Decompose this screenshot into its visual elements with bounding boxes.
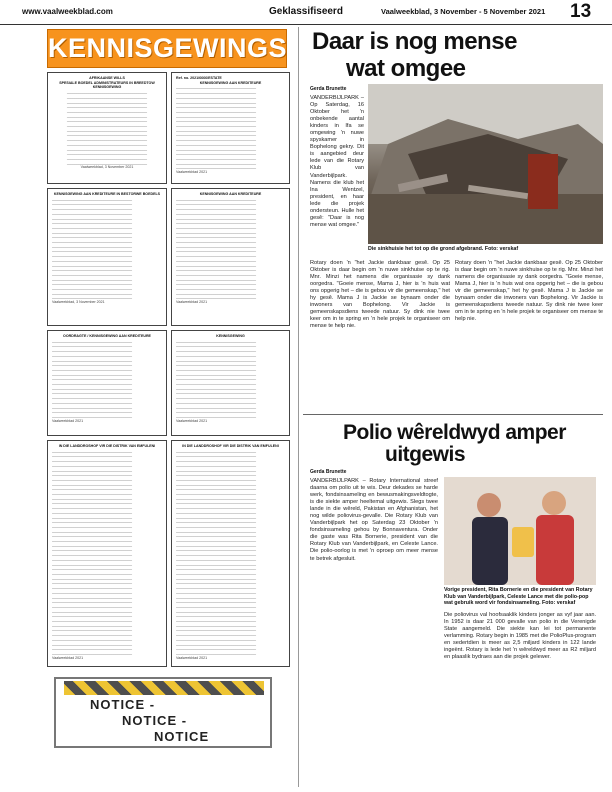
notice-filler: ________________________________________ (52, 357, 132, 362)
notice-filler: ________________________________________ (52, 641, 132, 646)
notice-filler: ________________________________________ (52, 608, 132, 613)
notice-filler: ________________________________________ (52, 234, 132, 239)
notice-filler: ________________________________________ (52, 290, 132, 295)
notice-filler: ________________________________________ (52, 627, 132, 632)
section-title: Geklassifiseerd (269, 6, 343, 17)
notice-filler: ________________________________________ (176, 224, 256, 229)
notice-filler: ________________________________________ (176, 594, 256, 599)
notice-filler: ________________________________________ (67, 155, 147, 160)
notice-title: KENNISGEWING (92, 85, 122, 90)
notice-filler: ________________________________________ (176, 123, 256, 128)
notice-filler: ________________________________________ (176, 486, 256, 491)
notice-ref: Ref. no. 2021/6666/ESTATE (176, 76, 222, 80)
notice-filler: ________________________________________ (176, 453, 256, 458)
notice-filler: ________________________________________ (52, 505, 132, 510)
notice-filler: ________________________________________ (176, 646, 256, 651)
notice-sign-line-3: NOTICE (154, 729, 210, 744)
story1-text-3: Rotary doen 'n "het Jackie dankbaar gesê. Op 25 Oktober is daar begin om 'n nuwe sinkhuise op te rig. Mnr. Minzi het namens die organisasie sy dank oorgedra. "Goeie mense, Mama J, hier is 'n huis wat ons opgerig het – die is gebou vir die gemeenskap," het hy gesê. Mama J is Jackie se bynaam onder die inwoners van Bophelong. Vir Jackie is gemeenskapsdiens tweede natuur. Sy dink nie twee keer om in te spring en 'n hele projek te organiseer om mense te help nie. (455, 260, 603, 323)
notice-filler: ________________________________________ (176, 509, 256, 514)
notice-filler: ________________________________________ (176, 462, 256, 467)
notice-filler: ________________________________________ (176, 618, 256, 623)
notice-filler: ________________________________________ (52, 476, 132, 481)
notice-filler: ________________________________________ (52, 352, 132, 357)
notice-filler: ________________________________________ (52, 570, 132, 575)
notice-filler: ________________________________________ (52, 253, 132, 258)
notice-filler: ________________________________________ (52, 276, 132, 281)
notice-title: KENNISGEWING AAN KREDITEURE (199, 192, 262, 196)
notice-footer: Vaalweekblad 2021 (176, 418, 208, 423)
notice-filler: ________________________________________ (176, 622, 256, 627)
notice-filler: ________________________________________ (176, 552, 256, 557)
notice-filler: ________________________________________ (52, 239, 132, 244)
notice-filler: ________________________________________ (52, 201, 132, 206)
notice-filler: ________________________________________ (176, 371, 256, 376)
notice-filler: ________________________________________ (67, 160, 147, 165)
notice-subheading: SPESIALE BOEDEL ADMINISTRATEURS IN BREEDTOW (59, 80, 155, 85)
notice-filler: ________________________________________ (176, 127, 256, 132)
notice-sign-line-2: NOTICE - (122, 713, 188, 728)
two-women-illustration (444, 477, 596, 585)
notice-filler: ________________________________________ (176, 271, 256, 276)
notice-filler: ________________________________________ (52, 589, 132, 594)
notice-filler: ________________________________________ (52, 528, 132, 533)
notice-filler: ________________________________________ (52, 472, 132, 477)
notice-filler: ________________________________________ (52, 281, 132, 286)
notice-filler: ________________________________________ (176, 352, 256, 357)
notice-filler: ________________________________________ (52, 538, 132, 543)
notice-filler: ________________________________________ (52, 362, 132, 367)
story2-column-2 (444, 612, 596, 788)
polio-photo (444, 477, 596, 585)
page-number: 13 (570, 1, 592, 22)
notice-filler: ________________________________________ (176, 357, 256, 362)
notice-filler: ________________________________________ (67, 108, 147, 113)
notice-filler: ________________________________________ (52, 295, 132, 300)
notice-heading: AFRIKAANSE WILLS (89, 76, 125, 80)
notice-filler: ________________________________________ (52, 413, 132, 418)
notice-filler: ________________________________________ (176, 90, 256, 95)
warning-tape-icon (64, 681, 264, 695)
banner-title: KENNISGEWINGS (48, 33, 288, 63)
notice-filler: ________________________________________ (52, 404, 132, 409)
notice-filler: ________________________________________ (176, 338, 256, 343)
notice-filler: ________________________________________ (52, 622, 132, 627)
notice-filler: ________________________________________ (176, 201, 256, 206)
notice-footer: Vaalweekblad 2021 (176, 300, 208, 305)
notice-filler: ________________________________________ (176, 650, 256, 655)
notice-filler: ________________________________________ (176, 495, 256, 500)
story1-column-3 (455, 260, 603, 410)
notice-filler: ________________________________________ (176, 636, 256, 641)
notices-grid (47, 72, 290, 667)
notice-footer: Vaalweekblad 2021 (176, 170, 208, 175)
notice-filler: ________________________________________ (52, 552, 132, 557)
notice-filler: ________________________________________ (52, 371, 132, 376)
notice-filler: ________________________________________ (52, 481, 132, 486)
notice-filler: ________________________________________ (176, 206, 256, 211)
notice-filler: ________________________________________ (176, 141, 256, 146)
notice-filler: ________________________________________ (52, 229, 132, 234)
notice-filler: ________________________________________ (176, 262, 256, 267)
notice-filler: ________________________________________ (52, 561, 132, 566)
notice-filler: ________________________________________ (176, 599, 256, 604)
notice-filler: ________________________________________ (176, 547, 256, 552)
notice-filler: ________________________________________ (52, 566, 132, 571)
notice-filler: ________________________________________ (176, 348, 256, 353)
notice-filler: ________________________________________ (176, 215, 256, 220)
story2-text-2: Die poliovirus val hoofsaaklik kinders jonger as vyf jaar aan. In 1952 is daar 21 000 gevalle van polio in die Verenigde State aangemeld. Die siekte kan lei tot permanente verlamming. Rotary begin in 1985 met die PolioPlus-program en sedertdien is meer as 2,5 miljard kinders in 122 lande ingeënt. Rotary is lede het 'n wêreldwyd meer as R2 miljard en plaaslik bydraes aan die projek gelewer. (444, 612, 596, 661)
notice-filler: ________________________________________ (176, 613, 256, 618)
notice-filler: ________________________________________ (52, 220, 132, 225)
notice-filler: ________________________________________ (52, 248, 132, 253)
notice-box-8 (171, 440, 290, 667)
notice-filler: ________________________________________ (52, 215, 132, 220)
notice-footer: Vaalweekblad, 3 November 2021 (80, 165, 134, 170)
notice-filler: ________________________________________ (52, 533, 132, 538)
notice-filler: ________________________________________ (176, 137, 256, 142)
notice-filler: ________________________________________ (67, 141, 147, 146)
notice-filler: ________________________________________ (176, 99, 256, 104)
notice-filler: ________________________________________ (176, 627, 256, 632)
notice-filler: ________________________________________ (52, 575, 132, 580)
site-url[interactable]: www.vaalweekblad.com (22, 7, 113, 16)
notice-filler: ________________________________________ (176, 196, 256, 201)
notice-filler: ________________________________________ (67, 118, 147, 123)
notice-filler: ________________________________________ (52, 206, 132, 211)
column-divider (298, 27, 299, 787)
notice-filler: ________________________________________ (176, 113, 256, 118)
notice-filler: ________________________________________ (176, 108, 256, 113)
notice-filler: ________________________________________ (52, 338, 132, 343)
notice-filler: ________________________________________ (67, 123, 147, 128)
notice-filler: ________________________________________ (67, 127, 147, 132)
notice-filler: ________________________________________ (176, 519, 256, 524)
notice-filler: ________________________________________ (176, 104, 256, 109)
notice-filler: ________________________________________ (176, 575, 256, 580)
notice-filler: ________________________________________ (52, 500, 132, 505)
notice-filler: ________________________________________ (176, 243, 256, 248)
notice-box-4 (171, 188, 290, 326)
notice-filler: ________________________________________ (176, 399, 256, 404)
notice-filler: ________________________________________ (67, 113, 147, 118)
notice-filler: ________________________________________ (176, 229, 256, 234)
notice-filler: ________________________________________ (52, 618, 132, 623)
notice-filler: ________________________________________ (52, 636, 132, 641)
notice-filler: ________________________________________ (176, 390, 256, 395)
notice-filler: ________________________________________ (176, 542, 256, 547)
story1-byline: Gerda Brunette (310, 86, 347, 92)
notice-filler: ________________________________________ (176, 395, 256, 400)
story2-text-1: VANDERBIJLPARK – Rotary International streef daarna om polio uit te wis. Deur dekades se harde werk, fondsinsameling en bewusmakingsveldtogte, is die siekte amper heeltemal uitgewis. Slegs twee lande in die wêreld, Pakistan en Afghanistan, het nog wilde poliovirus-gevalle. Die Rotary Klub van Vanderbijlpark het op Saterdag 23 Oktober 'n fondsinsameling gehou by Bonnaventura. Onder die gaste was Rita Bornerie, president van die Rotary Klub van Vanderbijlpark, en Celeste Lance. Die polio-oorlog is met 'n oproep om meer mense te betrek afgesluit. (310, 478, 438, 562)
story1-column-2 (310, 260, 450, 410)
notice-filler: ________________________________________ (176, 257, 256, 262)
notice-filler: ________________________________________ (176, 267, 256, 272)
story1-text-1: VANDERBIJLPARK – Op Saterdag, 16 Oktober het 'n onbekende aantal kinders in Ifa se omgewing 'n nuwe spyskamer in Bophelong gekry. Dit is aangebied deur lede van die Rotary Klub van Vanderbijlpark. Namens die klub het Ina Wentzel, president, en haar lede die projek ondersteun. Hulle het gesê: "Daar is nog mense wat omgee." (310, 95, 364, 228)
notice-filler: ________________________________________ (52, 556, 132, 561)
notice-filler: ________________________________________ (52, 343, 132, 348)
notice-filler: ________________________________________ (176, 295, 256, 300)
story2-column-1 (310, 478, 438, 788)
notice-filler: ________________________________________ (176, 500, 256, 505)
page-header (0, 0, 612, 25)
notice-filler: ________________________________________ (176, 165, 256, 170)
notice-filler: ________________________________________ (176, 239, 256, 244)
notice-filler: ________________________________________ (176, 632, 256, 637)
notice-filler: ________________________________________ (176, 281, 256, 286)
notice-filler: ________________________________________ (52, 348, 132, 353)
notice-filler: ________________________________________ (176, 253, 256, 258)
notice-filler: ________________________________________ (52, 467, 132, 472)
burnt-shack-illustration (368, 84, 603, 244)
notice-filler: ________________________________________ (52, 594, 132, 599)
notice-filler: ________________________________________ (52, 486, 132, 491)
notice-filler: ________________________________________ (176, 155, 256, 160)
notice-filler: ________________________________________ (176, 362, 256, 367)
notice-filler: ________________________________________ (52, 257, 132, 262)
notice-filler: ________________________________________ (52, 262, 132, 267)
notice-filler: ________________________________________ (176, 413, 256, 418)
notice-filler: ________________________________________ (52, 547, 132, 552)
notice-filler: ________________________________________ (176, 118, 256, 123)
notice-filler: ________________________________________ (176, 523, 256, 528)
kennisgewings-banner (47, 29, 287, 68)
notice-filler: ________________________________________ (67, 146, 147, 151)
story1-headline-2: wat omgee (346, 55, 466, 82)
notice-filler: ________________________________________ (52, 580, 132, 585)
notice-filler: ________________________________________ (52, 519, 132, 524)
notice-filler: ________________________________________ (176, 286, 256, 291)
notice-filler: ________________________________________ (176, 467, 256, 472)
notice-filler: ________________________________________ (176, 514, 256, 519)
notice-filler: ________________________________________ (176, 366, 256, 371)
notice-filler: ________________________________________ (176, 276, 256, 281)
story2-caption: Vorige president, Rita Bornerie en die president van Rotary Klub van Vanderbijlpark, Celeste Lance met die polio-pop wat gebruik word vir fondsinsameling. Foto: verskaf (444, 587, 593, 607)
notice-filler: ________________________________________ (176, 585, 256, 590)
notice-filler: ________________________________________ (176, 641, 256, 646)
notice-title: IN DIE LANDDROSHOF VIR DIE DISTRIK VAN EMFULENI (58, 444, 156, 448)
notice-filler: ________________________________________ (176, 505, 256, 510)
notice-filler: ________________________________________ (52, 210, 132, 215)
notice-footer: Vaalweekblad 2021 (176, 655, 208, 660)
notice-box-1 (47, 72, 167, 184)
notice-filler: ________________________________________ (67, 104, 147, 109)
notice-filler: ________________________________________ (52, 491, 132, 496)
notice-filler: ________________________________________ (176, 580, 256, 585)
notice-filler: ________________________________________ (52, 243, 132, 248)
notice-title: IN DIE LANDDROSHOF VIR DIE DISTRIK VAN EMFULENI (182, 444, 279, 448)
notice-filler: ________________________________________ (52, 458, 132, 463)
fire-photo (368, 84, 603, 244)
notice-filler: ________________________________________ (52, 462, 132, 467)
notice-box-2 (171, 72, 290, 184)
notice-filler: ________________________________________ (176, 476, 256, 481)
story1-text-2: Rotary doen 'n "het Jackie dankbaar gesê. Op 25 Oktober is daar begin om 'n nuwe sinkhuise op te rig. Mnr. Minzi het namens die organisasie sy dank oorgedra. "Goeie mense, Mama J, hier is 'n huis wat ons opgerig het – die is gebou vir die gemeenskap," het hy gesê. Mama J is Jackie se bynaam onder die inwoners van Bophelong. Vir Jackie is gemeenskapsdiens tweede natuur. Sy dink nie twee keer om in te spring en 'n hele projek te organiseer om mense te help nie. (310, 260, 450, 330)
notice-filler: ________________________________________ (176, 343, 256, 348)
notice-filler: ________________________________________ (52, 509, 132, 514)
notice-filler: ________________________________________ (52, 495, 132, 500)
notice-filler: ________________________________________ (52, 376, 132, 381)
story1-headline-1: Daar is nog mense (312, 28, 517, 55)
notice-filler: ________________________________________ (176, 146, 256, 151)
notice-filler: ________________________________________ (52, 632, 132, 637)
notice-title: KENNISGEWING AAN KREDITEURE IN BESTORWE BOEDELS (53, 192, 161, 196)
notice-filler: ________________________________________ (176, 381, 256, 386)
notice-filler: ________________________________________ (52, 603, 132, 608)
story1-caption: Die sinkhuisie het tot op die grond afgebrand. Foto: verskaf (368, 246, 519, 252)
notice-filler: ________________________________________ (67, 90, 147, 95)
notice-filler: ________________________________________ (176, 566, 256, 571)
notice-filler: ________________________________________ (176, 248, 256, 253)
notice-filler: ________________________________________ (52, 409, 132, 414)
notice-filler: ________________________________________ (176, 151, 256, 156)
notice-box-6 (171, 330, 290, 436)
notice-filler: ________________________________________ (176, 556, 256, 561)
notice-filler: ________________________________________ (52, 399, 132, 404)
notice-filler: ________________________________________ (176, 404, 256, 409)
notice-filler: ________________________________________ (176, 608, 256, 613)
notice-filler: ________________________________________ (176, 376, 256, 381)
notice-filler: ________________________________________ (176, 290, 256, 295)
notice-filler: ________________________________________ (176, 160, 256, 165)
notice-box-3 (47, 188, 167, 326)
story-divider (303, 414, 603, 415)
notice-filler: ________________________________________ (67, 99, 147, 104)
notice-filler: ________________________________________ (52, 599, 132, 604)
notice-filler: ________________________________________ (176, 538, 256, 543)
notice-filler: ________________________________________ (176, 481, 256, 486)
notice-footer: Vaalweekblad 2021 (52, 655, 84, 660)
notice-filler: ________________________________________ (176, 220, 256, 225)
notice-filler: ________________________________________ (52, 385, 132, 390)
notice-filler: ________________________________________ (176, 234, 256, 239)
notice-sign (54, 677, 272, 748)
notice-filler: ________________________________________ (52, 381, 132, 386)
notice-filler: ________________________________________ (176, 448, 256, 453)
notice-filler: ________________________________________ (52, 542, 132, 547)
notice-filler: ________________________________________ (52, 196, 132, 201)
notice-filler: ________________________________________ (176, 528, 256, 533)
notice-filler: ________________________________________ (52, 267, 132, 272)
notice-title: KENNISGEWING (216, 334, 245, 338)
notice-filler: ________________________________________ (176, 561, 256, 566)
notice-filler: ________________________________________ (176, 132, 256, 137)
notice-filler: ________________________________________ (52, 514, 132, 519)
notice-filler: ________________________________________ (52, 448, 132, 453)
notice-filler: ________________________________________ (176, 458, 256, 463)
story2-headline-1: Polio wêreldwyd amper (343, 421, 566, 444)
notice-filler: ________________________________________ (52, 585, 132, 590)
notice-filler: ________________________________________ (176, 94, 256, 99)
notice-filler: ________________________________________ (176, 409, 256, 414)
notice-filler: ________________________________________ (52, 650, 132, 655)
notice-filler: ________________________________________ (52, 613, 132, 618)
notice-box-7 (47, 440, 167, 667)
notice-title: KENNISGEWING AAN KREDITEURE (199, 80, 262, 85)
notice-footer: Vaalweekblad, 3 November 2021 (52, 300, 105, 305)
notice-title: OORDRAGTE / KENNISGEWING AAN KREDITEURE (63, 334, 151, 338)
notice-filler: ________________________________________ (52, 271, 132, 276)
notice-sign-line-1: NOTICE - (90, 697, 156, 712)
notice-filler: ________________________________________ (176, 85, 256, 90)
notice-filler: ________________________________________ (176, 533, 256, 538)
notice-filler: ________________________________________ (67, 151, 147, 156)
notice-filler: ________________________________________ (52, 646, 132, 651)
notice-filler: ________________________________________ (176, 472, 256, 477)
notice-filler: ________________________________________ (52, 286, 132, 291)
story2-headline-2: uitgewis (385, 443, 466, 466)
notice-filler: ________________________________________ (52, 395, 132, 400)
notice-filler: ________________________________________ (176, 385, 256, 390)
notice-filler: ________________________________________ (67, 137, 147, 142)
issue-date: Vaalweekblad, 3 November - 5 November 2021 (381, 7, 546, 16)
notice-filler: ________________________________________ (52, 390, 132, 395)
notice-filler: ________________________________________ (176, 491, 256, 496)
story2-byline: Gerda Brunette (310, 469, 347, 475)
notice-box-5 (47, 330, 167, 436)
notice-filler: ________________________________________ (67, 94, 147, 99)
notice-filler: ________________________________________ (52, 523, 132, 528)
notice-filler: ________________________________________ (176, 570, 256, 575)
notice-filler: ________________________________________ (176, 589, 256, 594)
notice-filler: ________________________________________ (176, 210, 256, 215)
notice-filler: ________________________________________ (52, 366, 132, 371)
notice-footer: Vaalweekblad 2021 (52, 418, 84, 423)
notice-filler: ________________________________________ (52, 224, 132, 229)
notice-filler: ________________________________________ (67, 132, 147, 137)
notice-filler: ________________________________________ (176, 603, 256, 608)
notice-filler: ________________________________________ (52, 453, 132, 458)
